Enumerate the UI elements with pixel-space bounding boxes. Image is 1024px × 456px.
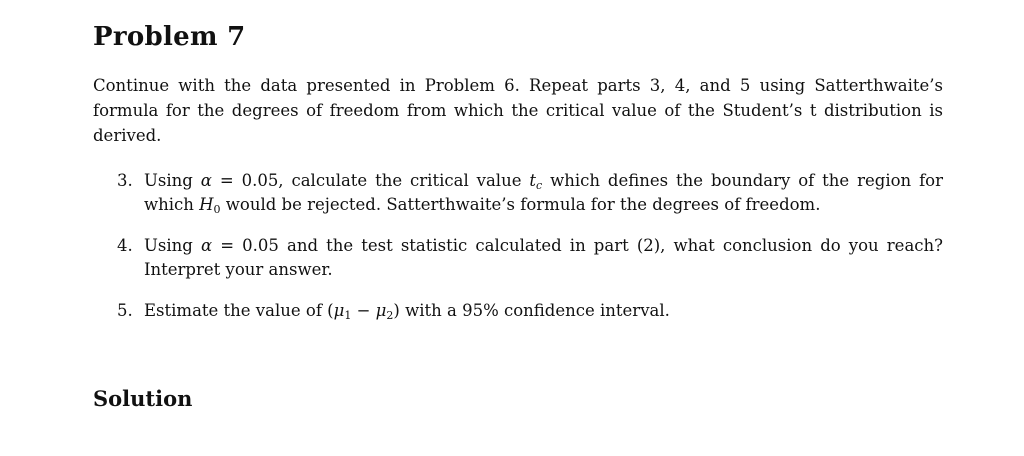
- h-subscript: 0: [213, 203, 221, 216]
- alpha-symbol: α: [200, 236, 213, 255]
- text-run: ) with a 95% confidence interval.: [393, 301, 670, 320]
- minus-sign: −: [351, 301, 376, 320]
- problem-title: Problem 7: [93, 22, 246, 52]
- text-run: which defines the boundary of the region for: [542, 171, 943, 190]
- item-4-line-1: [144, 234, 943, 258]
- mu-subscript: 2: [386, 309, 394, 322]
- text-run: Using: [144, 236, 201, 255]
- list-item-part-3: [117, 169, 943, 217]
- intro-line-1: Continue with the data presented in Problem 6. Repeat parts 3, 4, and 5 using Satterthwaite’s: [93, 76, 943, 95]
- intro-line-2: formula for the degrees of freedom from which the critical value of the Student’s t distribution is: [93, 101, 943, 120]
- t-symbol: t: [529, 171, 537, 190]
- text-run: = 0.05 and the test statistic calculated in part (2), what conclusion do you reach?: [212, 236, 943, 255]
- text-run: = 0.05, calculate the critical value: [211, 171, 530, 190]
- list-item-part-4: [117, 234, 943, 282]
- item-4-line-2: Interpret your answer.: [144, 260, 333, 279]
- text-run: Using: [144, 171, 201, 190]
- problem-parts-list: [117, 169, 943, 340]
- text-run: which: [144, 195, 200, 214]
- item-3-line-2: [144, 193, 943, 217]
- solution-heading: Solution: [93, 386, 193, 411]
- h-symbol: H: [199, 195, 214, 214]
- t-subscript: c: [536, 179, 543, 192]
- list-item-part-5: [117, 299, 943, 323]
- text-run: would be rejected. Satterthwaite’s formula for the degrees of freedom.: [220, 195, 821, 214]
- item-3-line-1: [144, 169, 943, 193]
- mu-subscript: 1: [344, 309, 352, 322]
- mu-symbol: μ: [375, 301, 387, 320]
- item-number: 4.: [117, 236, 133, 255]
- item-number: 5.: [117, 301, 133, 320]
- item-5-line-1: [144, 299, 943, 323]
- text-run: Estimate the value of (: [144, 301, 334, 320]
- problem-intro-paragraph: [93, 73, 943, 148]
- mu-symbol: μ: [333, 301, 345, 320]
- intro-line-3: derived.: [93, 126, 162, 145]
- item-number: 3.: [117, 171, 133, 190]
- alpha-symbol: α: [200, 171, 212, 190]
